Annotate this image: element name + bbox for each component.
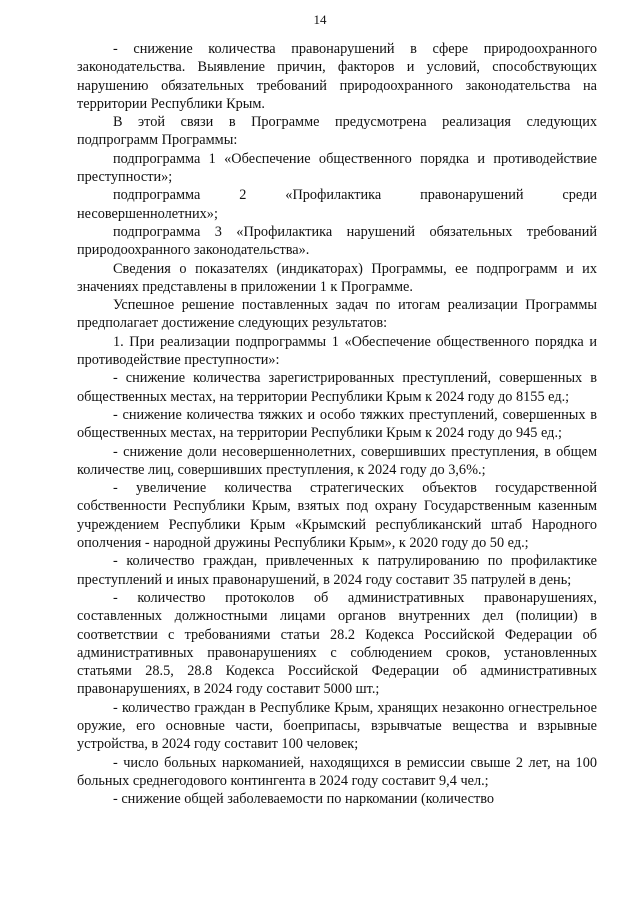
paragraph: - увеличение количества стратегических объектов государственной собственности Республики Крым, взятых под охрану Государственным казенным учреждением Республики Крым «Крымский республиканский штаб Народного ополчения - народной дружины Республики Крым», к 2020 году до 50 ед.; xyxy=(77,480,597,552)
document-body xyxy=(77,40,597,808)
paragraph: В этой связи в Программе предусмотрена реализация следующих подпрограмм Программы: xyxy=(77,114,597,149)
page-number: 14 xyxy=(313,12,327,27)
paragraph: Успешное решение поставленных задач по итогам реализации Программы предполагает достижение следующих результатов: xyxy=(77,297,597,332)
paragraph: - снижение количества правонарушений в сфере природоохранного законодательства. Выявление причин, факторов и условий, способствующих нарушению обязательных требований природоохранного законодательства на территории Республики Крым. xyxy=(77,41,597,112)
paragraph: 1. При реализации подпрограммы 1 «Обеспечение общественного порядка и противодействие преступности»: xyxy=(77,333,597,369)
paragraph: подпрограмма 3 «Профилактика нарушений обязательных требований природоохранного законодательства». xyxy=(77,223,597,259)
paragraph: подпрограмма 1 «Обеспечение общественного порядка и противодействие преступности»; xyxy=(77,150,597,186)
paragraph: - снижение общей заболеваемости по наркомании (количество xyxy=(113,791,495,808)
paragraph: - снижение доли несовершеннолетних, совершивших преступления, в общем количестве лиц, совершивших преступления, к 2024 году до 3,6%.; xyxy=(77,443,597,478)
paragraph: подпрограмма 2 «Профилактика правонарушений среди несовершеннолетних»; xyxy=(77,187,597,222)
paragraph: - количество граждан в Республике Крым, хранящих незаконно огнестрельное оружие, его основные части, боеприпасы, взрывчатые вещества и взрывные устройства, в 2024 году составит 100 человек; xyxy=(77,699,597,753)
paragraph: - число больных наркоманией, находящихся в ремиссии свыше 2 лет, на 100 больных среднегодового контингента в 2024 году составит 9,4 чел.; xyxy=(77,754,597,789)
paragraph: - снижение количества тяжких и особо тяжких преступлений, совершенных в общественных местах, на территории Республики Крым к 2024 году до 945 ед.; xyxy=(77,406,597,442)
paragraph: - количество протоколов об административных правонарушениях, составленных должностными лицами органов внутренних дел (полиции) в соответствии с требованиями статьи 28.2 Кодекса Российской Федерации об административных правонарушениях с соблюдением сроков, установленных статьями 28.5, 28.8 Кодекса Российской Федерации об административных правонарушениях, в 2024 году составит 5000 шт.; xyxy=(77,589,597,698)
paragraph: Сведения о показателях (индикаторах) Программы, ее подпрограмм и их значениях представлены в приложении 1 к Программе. xyxy=(77,260,597,295)
paragraph: - количество граждан, привлеченных к патрулированию по профилактике преступлений и иных правонарушений, в 2024 году составит 35 патрулей в день; xyxy=(77,553,597,588)
paragraph: - снижение количества зарегистрированных преступлений, совершенных в общественных местах, на территории Республики Крым к 2024 году до 8155 ед.; xyxy=(77,370,597,405)
